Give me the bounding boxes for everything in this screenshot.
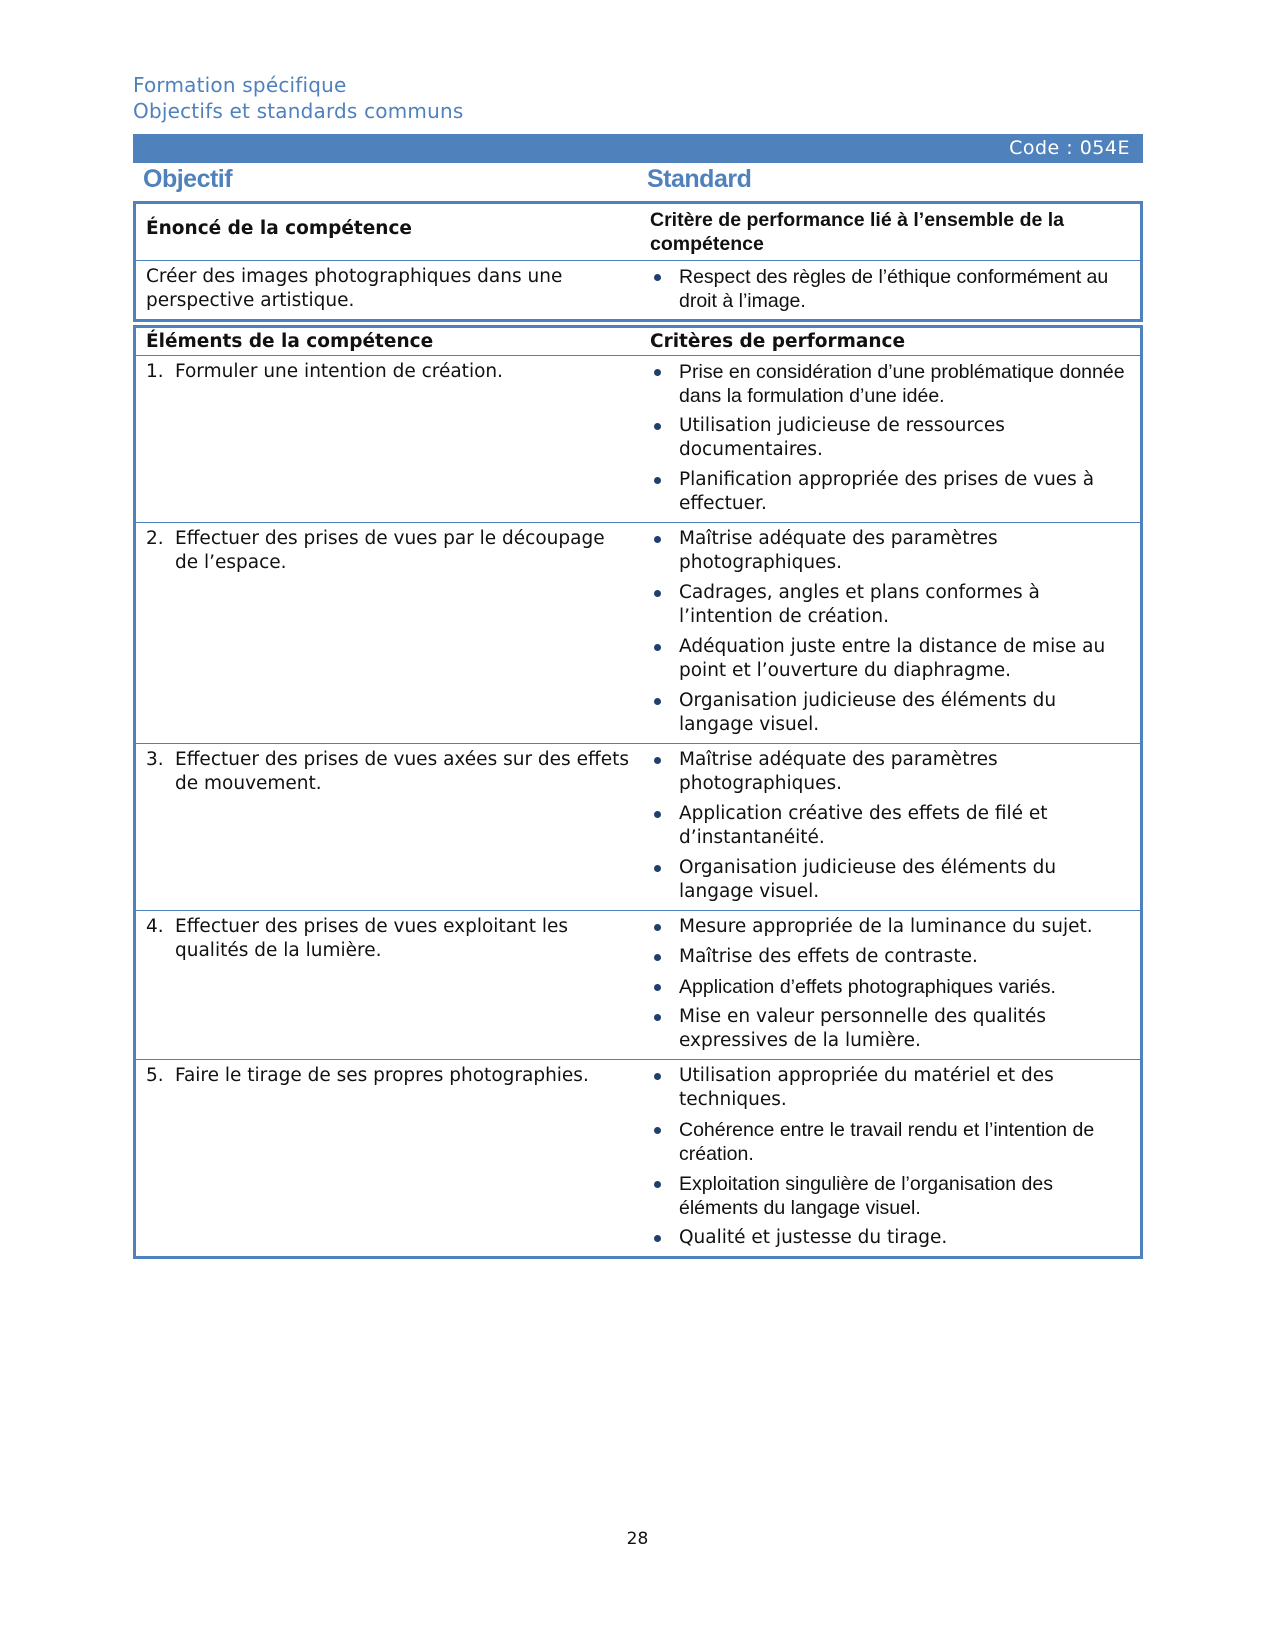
element-text: 4. Effectuer des prises de vues exploitant les qualités de la lumière. (146, 916, 569, 961)
element-text: 3. Effectuer des prises de vues axées sur des effets de mouvement. (146, 749, 629, 794)
column-heading-objectif: Objectif (143, 165, 233, 193)
bullet-icon (654, 984, 661, 991)
bullet-icon (654, 1235, 661, 1242)
element-text: 5. Faire le tirage de ses propres photographies. (146, 1065, 589, 1086)
bullet-icon (654, 1014, 661, 1021)
bullet-icon (654, 698, 661, 705)
criterion-item: Maîtrise adéquate des paramètres photographiques. (650, 527, 1132, 575)
criterion-item: Organisation judicieuse des éléments du langage visuel. (650, 856, 1132, 904)
criterion-item: Maîtrise adéquate des paramètres photographiques. (650, 748, 1132, 796)
column-heading-standard: Standard (647, 165, 752, 193)
criteres-heading: Critères de performance (650, 331, 906, 352)
critere-heading: Critère de performance lié à l’ensemble de la compétence (650, 209, 1065, 255)
element-row (135, 1060, 1142, 1258)
criterion-item: Utilisation judicieuse de ressources documentaires. (650, 414, 1132, 462)
criterion-item: Adéquation juste entre la distance de mise au point et l’ouverture du diaphragme. (650, 635, 1132, 683)
competence-table (133, 201, 1143, 322)
page-number: 28 (626, 1529, 649, 1549)
criterion-item: Qualité et justesse du tirage. (650, 1226, 1132, 1250)
criterion-item: Prise en considération d’une problématique donnée dans la formulation d’une idée. (650, 360, 1132, 408)
criterion-item: Mise en valeur personnelle des qualités expressives de la lumière. (650, 1005, 1132, 1053)
bullet-icon (654, 590, 661, 597)
bullet-icon (654, 644, 661, 651)
element-text: 1. Formuler une intention de création. (146, 361, 504, 382)
criterion-item: Planification appropriée des prises de vues à effectuer. (650, 468, 1132, 516)
bullet-icon (654, 477, 661, 484)
element-number: 2. (146, 528, 164, 549)
element-row (135, 523, 1142, 744)
element-number: 3. (146, 749, 164, 770)
criterion-item: Application créative des effets de filé et d’instantanéité. (650, 802, 1132, 850)
bullet-icon (654, 1073, 661, 1080)
criterion-item: Cadrages, angles et plans conformes à l’intention de création. (650, 581, 1132, 629)
element-row (135, 911, 1142, 1060)
section-subtitle: Objectifs et standards communs (133, 99, 464, 123)
elements-heading: Éléments de la compétence (146, 331, 434, 352)
elements-table (133, 325, 1143, 1259)
bullet-icon (654, 1127, 661, 1134)
criterion-item: Utilisation appropriée du matériel et des techniques. (650, 1064, 1132, 1112)
criterion-item: Organisation judicieuse des éléments du langage visuel. (650, 689, 1132, 737)
course-code: Code : 054E (1009, 137, 1130, 159)
bullet-icon (654, 757, 661, 764)
criterion-item: Maîtrise des effets de contraste. (650, 945, 1132, 969)
element-row (135, 744, 1142, 911)
element-number: 1. (146, 361, 164, 382)
bullet-icon (654, 423, 661, 430)
criterion-item: Application d’effets photographiques variés. (650, 975, 1132, 999)
bullet-icon (654, 865, 661, 872)
bullet-icon (654, 1181, 661, 1188)
element-row (135, 356, 1142, 523)
enonce-heading: Énoncé de la compétence (146, 218, 412, 239)
enonce-text: Créer des images photographiques dans une perspective artistique. (135, 261, 640, 321)
criterion-item: Exploitation singulière de l’organisation des éléments du langage visuel. (650, 1172, 1132, 1220)
critere-cell (639, 261, 1142, 321)
criterion-item: Cohérence entre le travail rendu et l’intention de création. (650, 1118, 1132, 1166)
section-title: Formation spécifique (133, 73, 347, 97)
criterion-item: Mesure appropriée de la luminance du sujet. (650, 915, 1132, 939)
criterion-item: Respect des règles de l’éthique conformément au droit à l’image. (650, 265, 1132, 313)
element-number: 4. (146, 916, 164, 937)
bullet-icon (654, 536, 661, 543)
competence-header-row (135, 203, 1142, 261)
bullet-icon (654, 924, 661, 931)
elements-header-row (135, 327, 1142, 356)
competence-body-row (135, 261, 1142, 321)
code-bar (133, 134, 1143, 163)
element-number: 5. (146, 1065, 164, 1086)
bullet-icon (654, 811, 661, 818)
bullet-icon (654, 274, 661, 281)
bullet-icon (654, 954, 661, 961)
element-text: 2. Effectuer des prises de vues par le découpage de l’espace. (146, 528, 605, 573)
bullet-icon (654, 369, 661, 376)
